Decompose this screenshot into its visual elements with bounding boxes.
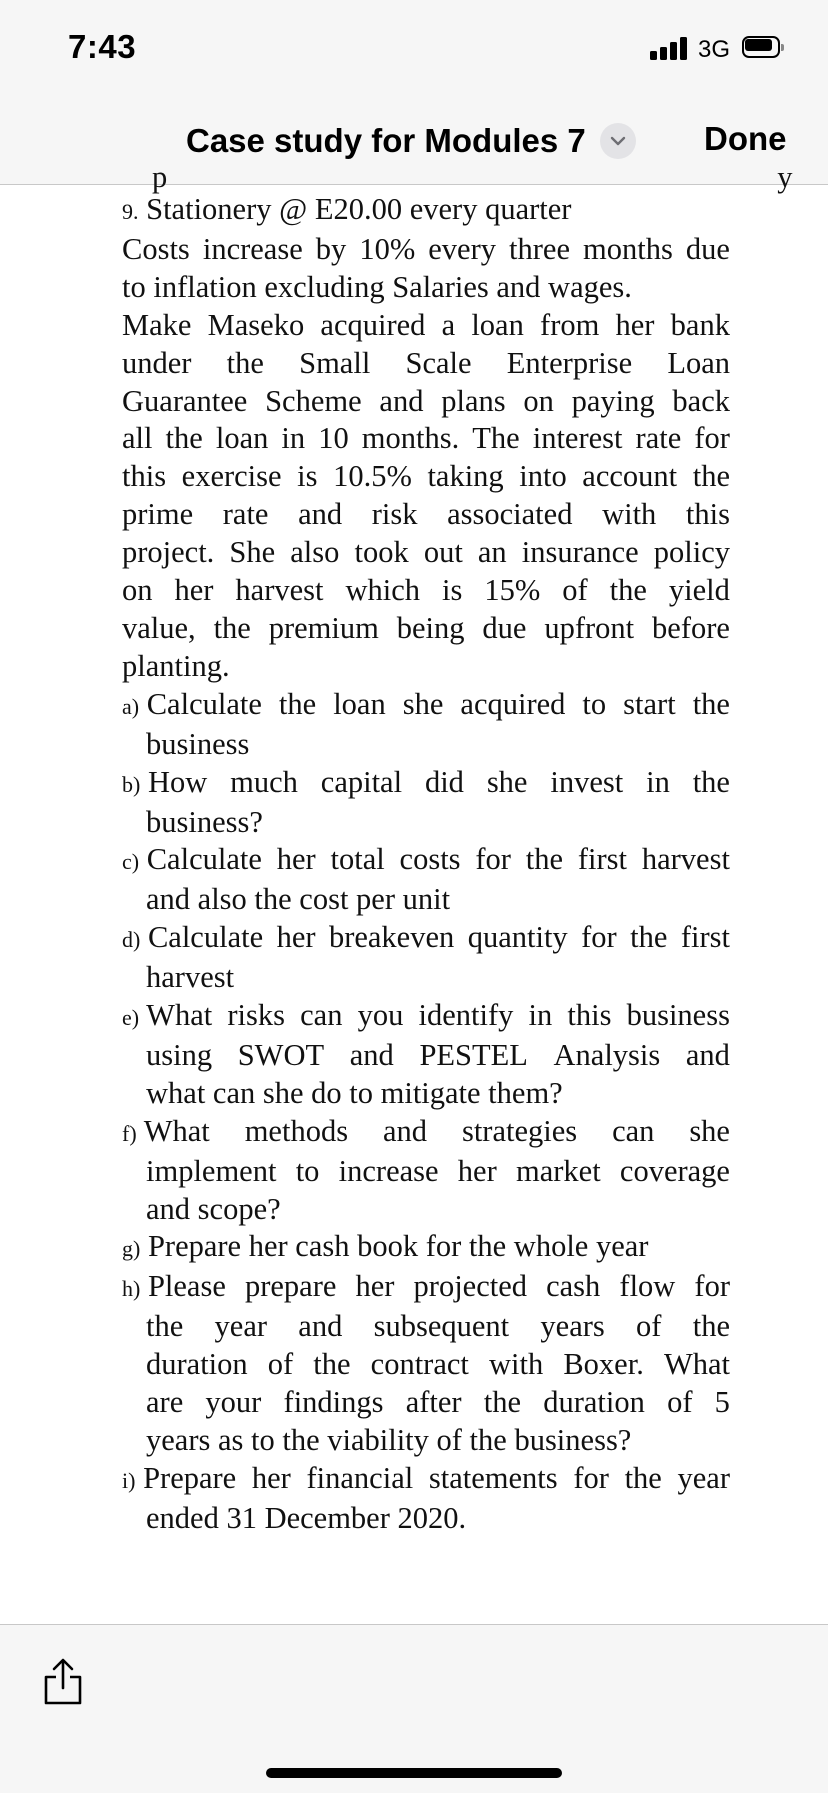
question-first-line [122, 997, 730, 1037]
word: statements [428, 1460, 558, 1495]
word: and [349, 1037, 394, 1072]
word: this [567, 998, 612, 1033]
word: the [278, 686, 317, 721]
question-continuation-line [122, 1037, 730, 1075]
question-marker: h) [122, 1276, 141, 1302]
word: the [525, 842, 564, 877]
word: the [165, 421, 203, 456]
word: Small [299, 345, 371, 380]
document-title: Case study for Modules 7 [186, 122, 586, 159]
word: methods [244, 1113, 349, 1148]
word: paying [571, 383, 655, 418]
document-page [122, 160, 793, 1538]
question-first-line [122, 1460, 730, 1500]
question-marker: d) [122, 927, 141, 953]
word: account [582, 459, 678, 494]
question-marker: c) [122, 849, 140, 875]
word: of [267, 1347, 294, 1382]
word: the [692, 686, 730, 721]
word: acquired [460, 686, 566, 721]
word: out [423, 535, 463, 570]
word: she [486, 764, 528, 799]
word: quantity [467, 920, 568, 955]
question-continuation-line: business? [146, 804, 263, 839]
word: cash [546, 1269, 601, 1304]
word: policy [653, 535, 730, 570]
question-list [122, 686, 730, 1538]
word: upfront [544, 610, 635, 645]
question-first-line [122, 1268, 730, 1308]
question-first-line [122, 686, 730, 726]
paragraph-line [122, 496, 730, 534]
question-first-line [122, 1113, 730, 1153]
word: due [482, 610, 527, 645]
word: exercise [181, 459, 282, 494]
word: to [295, 1153, 320, 1188]
word: prime [122, 497, 194, 532]
word: c) Calculate [122, 842, 262, 877]
word: contract [370, 1347, 469, 1382]
word: bank [670, 307, 730, 342]
word: first [680, 920, 730, 955]
word: interest [532, 421, 623, 456]
word: her [174, 573, 214, 608]
word: her [251, 1460, 291, 1495]
question-continuation-line [122, 1384, 730, 1422]
word: you [357, 998, 404, 1033]
word: for [475, 842, 511, 877]
word: projected [413, 1269, 528, 1304]
word: Scale [405, 345, 472, 380]
question-first-line: g) Prepare her cash book for the whole year [122, 1229, 649, 1264]
word: all [122, 421, 153, 456]
word: which [345, 573, 421, 608]
word: harvest [641, 842, 730, 877]
word: can [300, 998, 343, 1033]
list-item-text: Stationery @ E20.00 every quarter [146, 192, 572, 226]
word: coverage [619, 1153, 730, 1188]
word: are [146, 1385, 184, 1420]
word: h) Please [122, 1269, 226, 1304]
word: she [402, 686, 444, 721]
word: by [315, 231, 347, 266]
word: duration [543, 1385, 645, 1420]
question-continuation-line [122, 1346, 730, 1384]
question-continuation-line: years as to the viability of the business? [146, 1423, 632, 1457]
word: start [623, 686, 676, 721]
word: months [583, 231, 673, 266]
word: using [146, 1037, 213, 1072]
question-marker: g) [122, 1236, 141, 1262]
word: loan [333, 686, 386, 721]
word: the [226, 345, 264, 380]
word: her [457, 1153, 497, 1188]
word: her [615, 307, 655, 342]
word: and [685, 1037, 730, 1072]
word: increase [338, 1153, 439, 1188]
word: she [689, 1113, 730, 1148]
word: rate [222, 497, 269, 532]
word: prepare [244, 1269, 337, 1304]
paragraph-line: to inflation excluding Salaries and wages. [122, 269, 632, 304]
question-continuation-line: and scope? [146, 1191, 281, 1226]
word: Maseko [207, 307, 305, 342]
word: due [685, 231, 730, 266]
word: The [472, 421, 520, 456]
word: in [281, 421, 306, 456]
question-first-line [122, 919, 730, 959]
word: i) Prepare [122, 1460, 237, 1495]
word: in [646, 764, 670, 799]
word: a [441, 307, 456, 342]
word: Guarantee [122, 383, 248, 418]
word: her [276, 920, 316, 955]
question-marker: i) [122, 1467, 136, 1493]
word: financial [306, 1460, 414, 1495]
question-continuation-line: what can she do to mitigate them? [146, 1075, 563, 1110]
word: invest [550, 764, 624, 799]
word: on [523, 383, 554, 418]
word: taking [427, 459, 504, 494]
word: the [624, 1460, 662, 1495]
word: under [122, 345, 192, 380]
word: for [581, 920, 617, 955]
word: into [519, 459, 567, 494]
word: and [379, 383, 424, 418]
word: PESTEL [419, 1037, 528, 1072]
word: 10.5% [333, 459, 412, 494]
word: capital [320, 764, 403, 799]
word: increase [202, 231, 303, 266]
word: duration [146, 1347, 248, 1382]
word: year [677, 1460, 730, 1495]
word: and [382, 1113, 428, 1148]
network-type: 3G [698, 36, 731, 63]
home-indicator [266, 1768, 562, 1778]
word: findings [283, 1385, 384, 1420]
battery-icon [742, 36, 784, 60]
word: of [636, 1309, 662, 1344]
word: also [290, 535, 340, 570]
word: e) What [122, 998, 213, 1033]
word: years [540, 1309, 605, 1344]
word: Make [122, 307, 192, 342]
word: is [442, 573, 463, 608]
word: this [685, 497, 730, 532]
word: every [428, 231, 496, 266]
word: a) Calculate [122, 686, 262, 721]
word: being [396, 610, 465, 645]
question-item [122, 919, 730, 997]
word: her [276, 842, 316, 877]
word: with [489, 1347, 544, 1382]
word: What [663, 1347, 730, 1382]
question-item [122, 686, 730, 764]
question-item [122, 1113, 730, 1229]
word: plans [441, 383, 506, 418]
word: the [609, 573, 647, 608]
word: loan [215, 421, 269, 456]
word: market [515, 1153, 601, 1188]
word: the [692, 459, 730, 494]
word: total [330, 842, 385, 877]
word: and [298, 1309, 343, 1344]
question-marker: f) [122, 1120, 137, 1146]
word: strategies [461, 1113, 578, 1148]
word: is [297, 459, 318, 494]
word: the [313, 1347, 351, 1382]
share-icon[interactable] [42, 1657, 84, 1707]
word: associated [447, 497, 573, 532]
document-viewer[interactable] [0, 160, 828, 1624]
word: yield [668, 573, 730, 608]
question-continuation-line: business [146, 726, 250, 761]
word: risk [371, 497, 418, 532]
word: rate [635, 421, 682, 456]
question-continuation-line: and also the cost per unit [146, 882, 451, 917]
paragraph-line [122, 420, 730, 458]
word: with [602, 497, 657, 532]
word: b) How [122, 764, 208, 799]
paragraph-line [122, 307, 730, 345]
word: from [540, 307, 600, 342]
document-title-menu[interactable] [186, 120, 636, 162]
word: the [213, 610, 251, 645]
question-first-line [122, 841, 730, 881]
word: for [694, 1269, 730, 1304]
word: on [122, 573, 153, 608]
word: the [692, 764, 730, 799]
clipped-text-remnant: p y [152, 160, 793, 194]
word: first [577, 842, 628, 877]
word: did [424, 764, 464, 799]
word: identify [418, 998, 514, 1033]
status-time: 7:43 [68, 28, 137, 65]
word: the [692, 1309, 730, 1344]
question-marker: e) [122, 1005, 140, 1031]
word: in [528, 998, 553, 1033]
question-item [122, 1228, 730, 1268]
done-button[interactable]: Done [704, 120, 787, 157]
word: implement [146, 1153, 277, 1188]
word: for [694, 421, 730, 456]
word: SWOT [237, 1037, 325, 1072]
word: project. [122, 535, 215, 570]
case-paragraph [122, 231, 730, 686]
word: for [573, 1460, 609, 1495]
question-item [122, 841, 730, 919]
bottom-toolbar [0, 1624, 828, 1793]
word: the [630, 920, 668, 955]
word: to [582, 686, 607, 721]
word: before [652, 610, 730, 645]
word: costs [399, 842, 461, 877]
word: much [230, 764, 298, 799]
word: 5 [714, 1385, 730, 1420]
word: harvest [235, 573, 324, 608]
question-item [122, 1268, 730, 1460]
paragraph-line [122, 610, 730, 648]
chevron-down-icon[interactable] [600, 123, 636, 159]
word: your [205, 1385, 262, 1420]
word: of [562, 573, 588, 608]
list-number: 9. [122, 199, 139, 224]
paragraph-line [122, 345, 730, 383]
word: after [405, 1385, 462, 1420]
word: subsequent [373, 1309, 510, 1344]
word: Loan [667, 345, 730, 380]
word: loan [471, 307, 524, 342]
word: the [146, 1309, 184, 1344]
word: three [509, 231, 570, 266]
word: an [477, 535, 507, 570]
word: flow [619, 1269, 676, 1304]
question-continuation-line [122, 1308, 730, 1346]
word: insurance [521, 535, 639, 570]
word: f) What [122, 1113, 210, 1148]
word: 15% [484, 573, 541, 608]
question-item [122, 764, 730, 842]
question-item [122, 997, 730, 1113]
list-item-stationery [122, 191, 730, 231]
word: Scheme [265, 383, 362, 418]
word: Boxer. [563, 1347, 644, 1382]
word: took [354, 535, 409, 570]
word: months. [361, 421, 460, 456]
word: can [612, 1113, 655, 1148]
word: Costs [122, 231, 190, 266]
paragraph-line [122, 383, 730, 421]
word: 10 [318, 421, 349, 456]
question-item [122, 1460, 730, 1538]
word: 10% [359, 231, 416, 266]
word: value, [122, 610, 196, 645]
word: Analysis [553, 1037, 661, 1072]
question-marker: a) [122, 693, 140, 719]
word: premium [268, 610, 379, 645]
question-continuation-line: harvest [146, 960, 235, 995]
question-continuation-line [122, 1153, 730, 1191]
word: breakeven [328, 920, 455, 955]
paragraph-line [122, 231, 730, 269]
question-continuation-line: ended 31 December 2020. [146, 1500, 467, 1535]
status-bar [0, 0, 828, 90]
cellular-signal-icon [650, 36, 692, 60]
word: d) Calculate [122, 920, 264, 955]
word: year [214, 1309, 268, 1344]
word: acquired [320, 307, 426, 342]
word: She [229, 535, 276, 570]
paragraph-line [122, 458, 730, 496]
word: of [667, 1385, 693, 1420]
paragraph-line: planting. [122, 648, 230, 683]
word: the [483, 1385, 522, 1420]
word: Enterprise [506, 345, 633, 380]
word: back [672, 383, 730, 418]
word: this [122, 459, 167, 494]
paragraph-line [122, 572, 730, 610]
word: risks [227, 998, 285, 1033]
paragraph-line [122, 534, 730, 572]
question-first-line [122, 764, 730, 804]
question-marker: b) [122, 771, 141, 797]
word: and [298, 497, 343, 532]
word: her [355, 1269, 395, 1304]
word: business [626, 998, 730, 1033]
